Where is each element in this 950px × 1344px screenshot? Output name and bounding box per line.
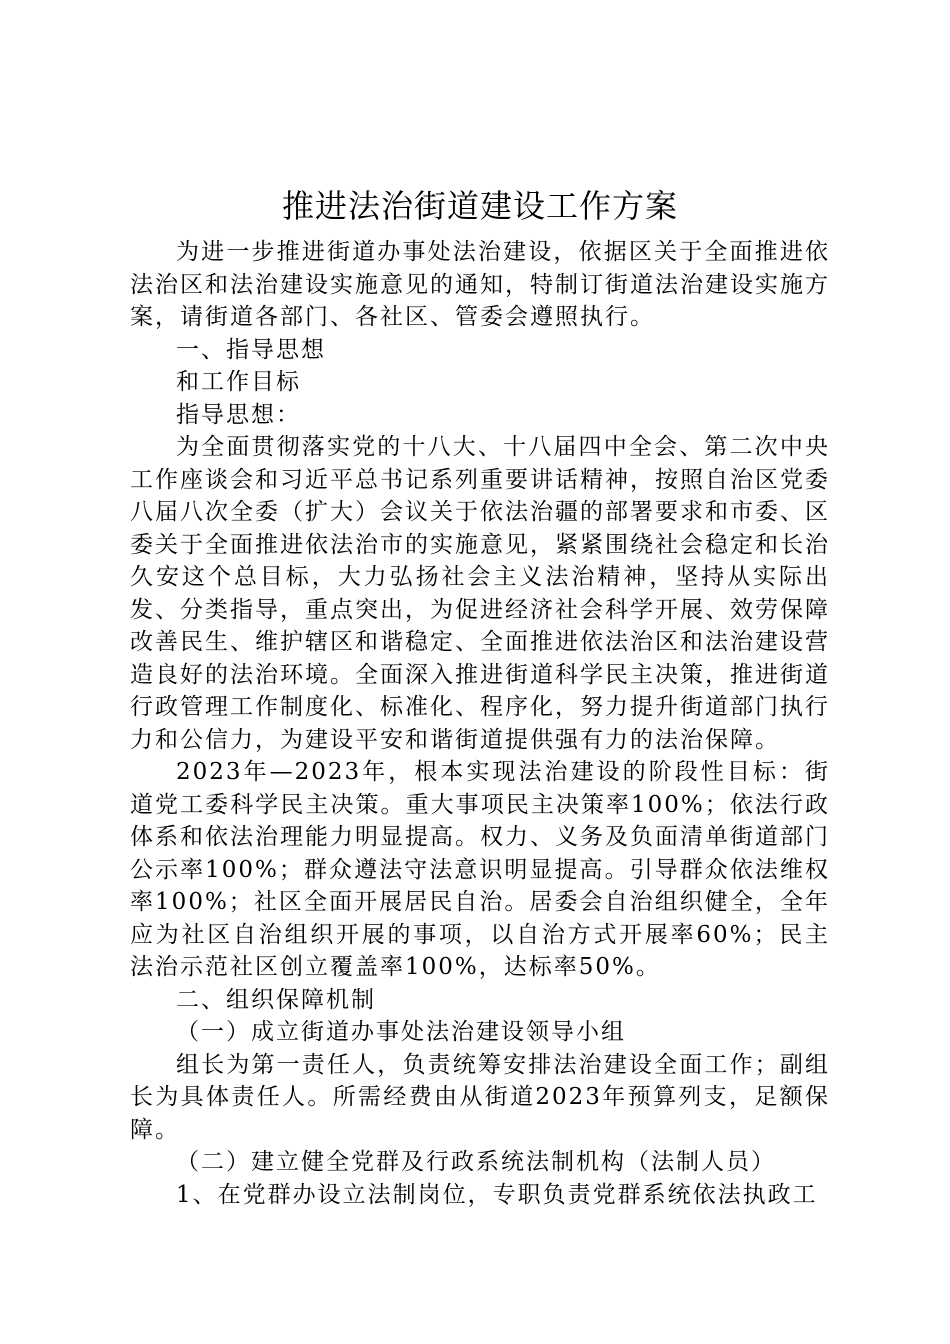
guiding-thought-paragraph: 为全面贯彻落实党的十八大、十八届四中全会、第二次中央工作座谈会和习近平总书记系列重要讲话精神，按照自治区党委八届八次全委（扩大）会议关于依法治疆的部署要求和市委、区委关于全面推进依法治市的实施意见，紧紧围绕社会稳定和长治久安这个总目标，大力弘扬社会主义法治精神，坚持从实际出发、分类指导，重点突出，为促进经济社会科学开展、效劳保障改善民生、维护辖区和谐稳定、全面推进依法治区和法治建设营造良好的法治环境。全面深入推进街道科学民主决策，推进街道行政管理工作制度化、标准化、程序化，努力提升街道部门执行力和公信力，为建设平安和谐街道提供强有力的法治保障。 bbox=[130, 434, 830, 753]
legal-post-paragraph: 1、在党群办设立法制岗位，专职负责党群系统依法执政工 bbox=[176, 1181, 818, 1208]
document-page bbox=[130, 178, 830, 1211]
section-heading-organization: 二、组织保障机制 bbox=[176, 986, 376, 1013]
document-title: 推进法治街道建设工作方案 bbox=[281, 187, 678, 225]
section-heading-work-goals: 和工作目标 bbox=[176, 369, 301, 395]
intro-paragraph: 为进一步推进街道办事处法治建设，依据区关于全面推进依法治区和法治建设实施意见的通知，特制订街道法治建设实施方案，请街道各部门、各社区、管委会遵照执行。 bbox=[130, 239, 830, 330]
leading-group-paragraph: 组长为第一责任人，负责统筹安排法治建设全面工作；副组长为具体责任人。所需经费由从街道2023年预算列支，足额保障。 bbox=[130, 1051, 830, 1143]
subheading-guiding-thought: 指导思想： bbox=[176, 401, 301, 428]
goals-paragraph: 2023年—2023年，根本实现法治建设的阶段性目标：街道党工委科学民主决策。重大事项民主决策率100%；依法行政体系和依法治理能力明显提高。权力、义务及负面清单街道部门公示率100%；群众遵法守法意识明显提高。引导群众依法维权率100%；社区全面开展居民自治。居委会自治组织健全，全年应为社区自治组织开展的事项，以自治方式开展率60%；民主法治示范社区创立覆盖率100%，达标率50%。 bbox=[130, 759, 830, 980]
subheading-leading-group: （一）成立街道办事处法治建设领导小组 bbox=[176, 1019, 626, 1045]
section-heading-guiding-thought: 一、指导思想 bbox=[176, 336, 326, 363]
subheading-legal-institutions: （二）建立健全党群及行政系统法制机构（法制人员） bbox=[176, 1149, 776, 1175]
